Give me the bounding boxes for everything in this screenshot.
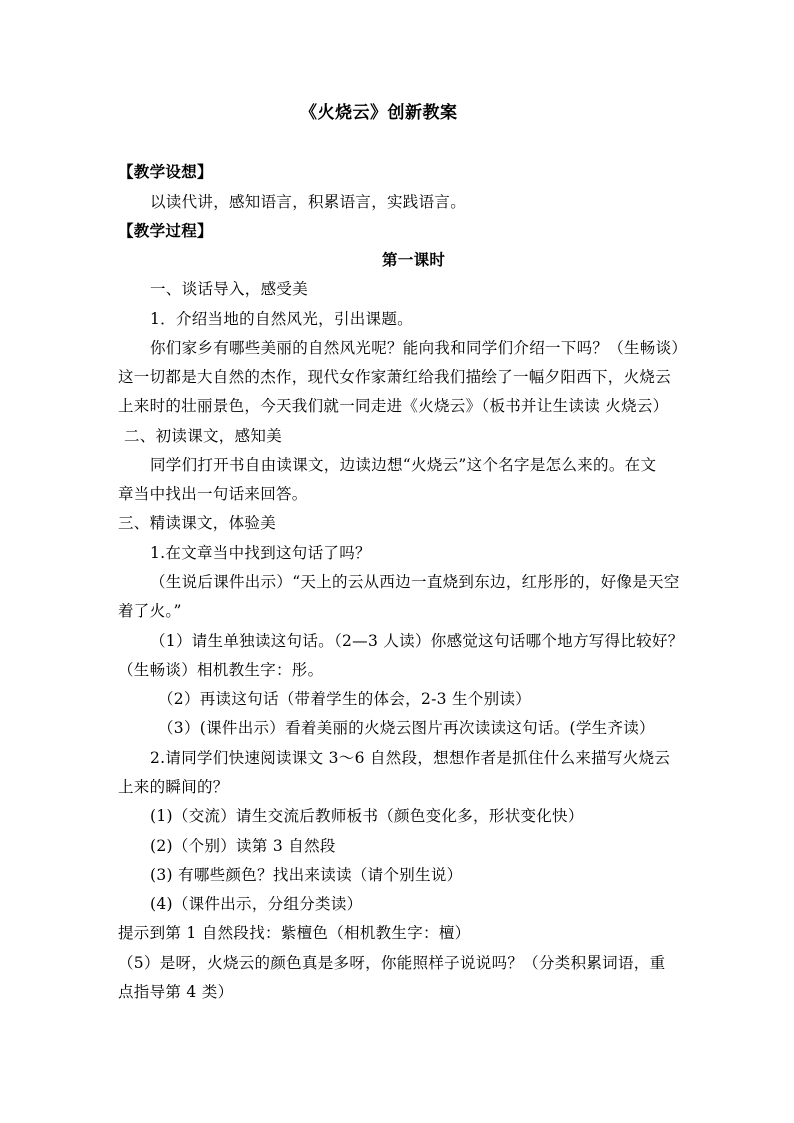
paragraph-line: 上来时的壮丽景色，今天我们就一同走进《火烧云》（板书并让生读读 火烧云） [118, 397, 669, 415]
paragraph-line: 1.在文章当中找到这句话了吗？ [150, 544, 371, 562]
paragraph-line: （生畅谈）相机教生字：彤。 [118, 661, 324, 679]
paragraph-line: 2.请同学们快速阅读课文 3～6 自然段，想想作者是抓住什么来描写火烧云 [150, 749, 671, 767]
paragraph-line: (2)（个别）读第 3 自然段 [150, 837, 336, 855]
section-heading-design: 【教学设想】 [118, 162, 213, 181]
paragraph-line: （5）是呀，火烧云的颜色真是多呀，你能照样子说说吗？（分类积累词语，重 [118, 954, 666, 972]
paragraph-line: 同学们打开书自由读课文，边读边想“火烧云”这个名字是怎么来的。在文 [150, 456, 657, 474]
paragraph-line: （生说后课件出示）“天上的云从西边一直烧到东边，红彤彤的，好像是天空 [150, 573, 680, 591]
paragraph-line: 这一切都是大自然的杰作，现代女作家萧红给我们描绘了一幅夕阳西下，火烧云 [118, 368, 672, 386]
paragraph-line: 三、精读课文，体验美 [118, 514, 277, 532]
paragraph-line: （3）(课件出示）看着美丽的火烧云图片再次读读这句话。(学生齐读） [158, 719, 655, 737]
paragraph-line: (1)（交流）请生交流后教师板书（颜色变化多，形状变化快） [150, 807, 584, 825]
paragraph-line: 提示到第 1 自然段找：紫檀色（相机教生字：檀） [118, 924, 471, 942]
paragraph-line: 章当中找出一句话来回答。 [118, 485, 308, 503]
paragraph-line: 上来的瞬间的？ [118, 778, 229, 796]
section-heading-process: 【教学过程】 [118, 221, 213, 240]
paragraph-line: 一、谈话导入，感受美 [150, 280, 309, 298]
paragraph-line: 点指导第 4 类） [118, 983, 234, 1001]
paragraph-line: 着了火。” [118, 602, 182, 620]
paragraph-line: (3) 有哪些颜色？找出来读读（请个别生说） [150, 866, 463, 884]
paragraph-line: （2）再读这句话（带着学生的体会，2-3 生个别读） [158, 690, 532, 708]
paragraph-line: 你们家乡有哪些美丽的自然风光呢？能向我和同学们介绍一下吗？（生畅谈） [150, 339, 688, 357]
paragraph: 以读代讲，感知语言，积累语言，实践语言。 [150, 193, 467, 211]
document-title: 《火烧云》创新教案 [300, 103, 458, 123]
paragraph-line: (4)（课件出示，分组分类读） [150, 895, 363, 913]
paragraph-line: 1．介绍当地的自然风光，引出课题。 [150, 310, 413, 328]
lesson-subtitle: 第一课时 [382, 250, 446, 269]
paragraph-line: 二、初读课文，感知美 [124, 427, 283, 445]
paragraph-line: （1）请生单独读这句话。（2—3 人读）你感觉这句话哪个地方写得比较好？ [150, 632, 684, 650]
